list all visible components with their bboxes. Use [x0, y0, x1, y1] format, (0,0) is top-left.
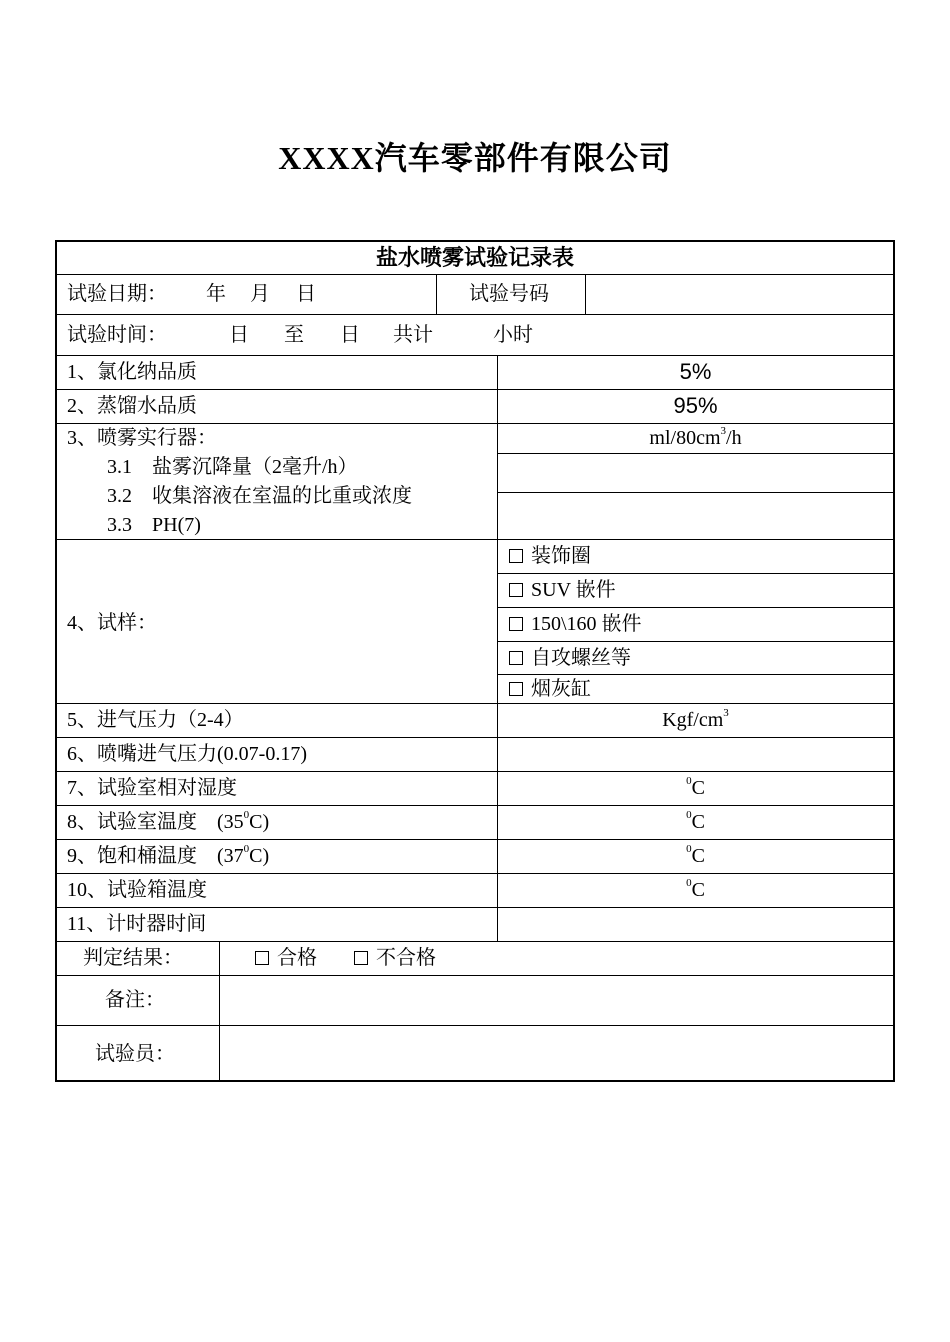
degree-unit: C	[691, 777, 705, 799]
item-5-label: 5、进气压力（2-4）	[67, 709, 244, 731]
item-7-unit	[498, 776, 893, 800]
checkbox[interactable]	[354, 951, 368, 965]
item-2-value: 95%	[673, 393, 718, 418]
fail-option[interactable]	[354, 946, 436, 970]
sample-label: 150\160 嵌件	[531, 613, 642, 635]
checkbox[interactable]	[509, 617, 523, 631]
item-3-1-field[interactable]	[499, 455, 891, 491]
pass-label: 合格	[277, 947, 317, 969]
item-9-unit	[498, 844, 893, 868]
checkbox[interactable]	[509, 651, 523, 665]
item-8-unit	[498, 810, 893, 834]
item-8-text-tail: C)	[249, 811, 270, 833]
item-10-label: 10、试验箱温度	[67, 879, 207, 901]
sample-label: 烟灰缸	[531, 678, 591, 700]
sample-option[interactable]	[509, 612, 642, 636]
degree-unit: C	[691, 879, 705, 901]
item-9-label	[67, 844, 269, 868]
checkbox[interactable]	[255, 951, 269, 965]
fail-label: 不合格	[376, 947, 436, 969]
time-day-label: 日	[229, 324, 249, 346]
item-2-label: 2、蒸馏水品质	[67, 395, 197, 417]
result-label: 判定结果：	[83, 947, 183, 969]
company-name: XXXX汽车零部件有限公司	[278, 140, 672, 176]
degree-sup: 0	[686, 775, 692, 788]
time-hours-label: 小时	[493, 324, 533, 346]
remarks-label: 备注：	[105, 989, 165, 1011]
item-11-label: 11、计时器时间	[67, 913, 207, 935]
item-1-label: 1、氯化纳品质	[67, 361, 197, 383]
sample-label: 自攻螺丝等	[531, 647, 631, 669]
item-3-unit	[498, 426, 893, 450]
degree-sup: 0	[686, 843, 692, 856]
item-10-unit	[498, 878, 893, 902]
degree-sup: 0	[686, 877, 692, 890]
test-date-label: 试验日期：	[67, 283, 167, 305]
time-total-label: 共计	[393, 324, 433, 346]
item-5-unit-main: Kgf/cm	[662, 709, 724, 731]
item-8-label	[67, 810, 269, 834]
item-7-label: 7、试验室相对湿度	[67, 777, 237, 799]
year-label: 年	[206, 283, 226, 305]
sample-label: 装饰圈	[531, 545, 591, 567]
item-9-text-tail: C)	[249, 845, 270, 867]
day-label: 日	[296, 283, 316, 305]
item-3-1-label: 3.1 盐雾沉降量（2毫升/h）	[107, 456, 358, 478]
item-5-unit-sup: 3	[723, 707, 729, 720]
sample-option[interactable]	[509, 677, 591, 701]
item-3-unit-sup: 3	[720, 425, 727, 438]
item-3-3-label: 3.3 PH(7)	[107, 514, 201, 536]
item-3-unit-main: ml/80cm	[649, 427, 721, 449]
item-9-text: 9、饱和桶温度 (37	[67, 845, 244, 867]
month-label: 月	[250, 283, 270, 305]
remarks-field[interactable]	[221, 977, 891, 1023]
sample-option[interactable]	[509, 578, 616, 602]
item-3-2-label: 3.2 收集溶液在室温的比重或浓度	[107, 485, 412, 507]
checkbox[interactable]	[509, 549, 523, 563]
test-number-label: 试验号码	[469, 283, 549, 305]
degree-sup: 0	[686, 809, 692, 822]
sample-option[interactable]	[509, 544, 591, 568]
pass-option[interactable]	[255, 946, 317, 970]
sample-label: SUV 嵌件	[531, 579, 616, 601]
degree-sup: 0	[243, 843, 250, 856]
item-5-unit	[498, 708, 893, 732]
item-1-value: 5%	[679, 359, 712, 384]
item-11-field[interactable]	[499, 910, 891, 940]
item-3-label: 3、喷雾实行器：	[67, 427, 217, 449]
degree-unit: C	[691, 811, 705, 833]
tester-label: 试验员：	[95, 1043, 175, 1065]
item-3-unit-tail: /h	[726, 427, 742, 449]
degree-unit: C	[691, 845, 705, 867]
time-day2-label: 日	[340, 324, 360, 346]
tester-field[interactable]	[221, 1027, 891, 1079]
item-4-label: 4、试样：	[67, 612, 157, 634]
item-3-2-field[interactable]	[499, 494, 891, 538]
form-title: 盐水喷雾试验记录表	[375, 245, 574, 270]
checkbox[interactable]	[509, 583, 523, 597]
item-6-label: 6、喷嘴进气压力(0.07-0.17)	[67, 743, 307, 765]
item-6-field[interactable]	[499, 740, 891, 770]
salt-spray-test-form	[55, 240, 895, 1082]
test-time-label: 试验时间：	[67, 324, 167, 346]
checkbox[interactable]	[509, 682, 523, 696]
time-to-label: 至	[284, 324, 304, 346]
item-8-text: 8、试验室温度 (35	[67, 811, 244, 833]
test-number-field[interactable]	[587, 278, 891, 310]
degree-sup: 0	[243, 809, 250, 822]
sample-option[interactable]	[509, 646, 631, 670]
